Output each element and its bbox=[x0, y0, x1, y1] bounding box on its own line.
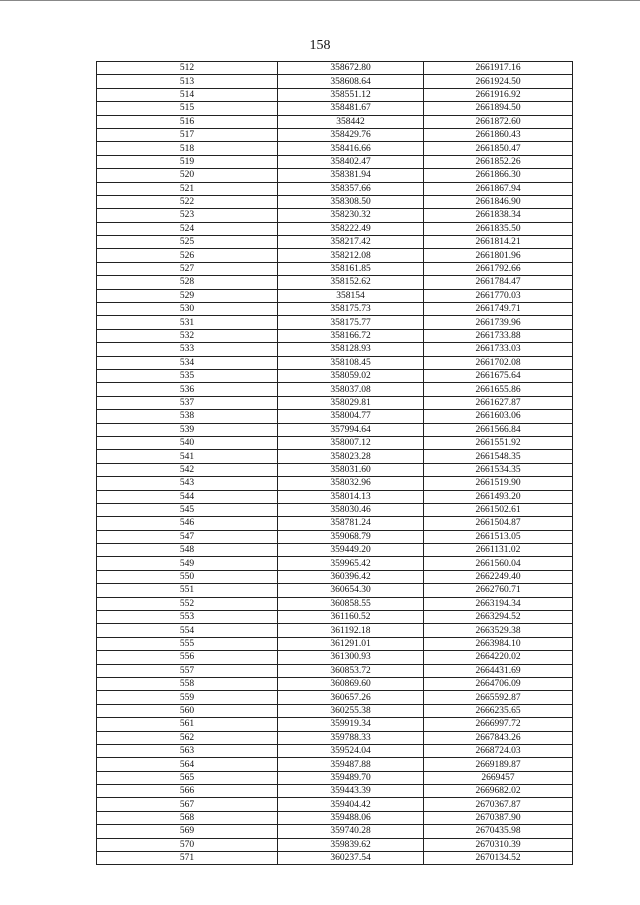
table-row bbox=[97, 758, 573, 771]
x-coordinate-cell: 359443.39 bbox=[278, 785, 424, 798]
table-row bbox=[97, 785, 573, 798]
y-coordinate-cell: 2661566.84 bbox=[424, 423, 573, 436]
y-coordinate-cell: 2661131.02 bbox=[424, 544, 573, 557]
y-coordinate-cell: 2661702.08 bbox=[424, 356, 573, 369]
y-coordinate-cell: 2664220.02 bbox=[424, 651, 573, 664]
y-coordinate-cell: 2661784.47 bbox=[424, 276, 573, 289]
point-number-cell: 547 bbox=[97, 530, 278, 543]
table-row bbox=[97, 544, 573, 557]
table-row bbox=[97, 303, 573, 316]
x-coordinate-cell: 361192.18 bbox=[278, 624, 424, 637]
y-coordinate-cell: 2661655.86 bbox=[424, 383, 573, 396]
table-row bbox=[97, 704, 573, 717]
y-coordinate-cell: 2663529.38 bbox=[424, 624, 573, 637]
table-row bbox=[97, 731, 573, 744]
point-number-cell: 546 bbox=[97, 517, 278, 530]
table-row bbox=[97, 611, 573, 624]
x-coordinate-cell: 358230.32 bbox=[278, 209, 424, 222]
y-coordinate-cell: 2667843.26 bbox=[424, 731, 573, 744]
point-number-cell: 553 bbox=[97, 611, 278, 624]
y-coordinate-cell: 2661733.03 bbox=[424, 343, 573, 356]
y-coordinate-cell: 2670435.98 bbox=[424, 825, 573, 838]
table-row bbox=[97, 209, 573, 222]
y-coordinate-cell: 2661846.90 bbox=[424, 195, 573, 208]
y-coordinate-cell: 2661603.06 bbox=[424, 410, 573, 423]
table-row bbox=[97, 771, 573, 784]
y-coordinate-cell: 2662249.40 bbox=[424, 570, 573, 583]
y-coordinate-cell: 2666997.72 bbox=[424, 718, 573, 731]
table-row bbox=[97, 222, 573, 235]
point-number-cell: 567 bbox=[97, 798, 278, 811]
x-coordinate-cell: 358029.81 bbox=[278, 396, 424, 409]
point-number-cell: 522 bbox=[97, 195, 278, 208]
x-coordinate-cell: 360654.30 bbox=[278, 584, 424, 597]
point-number-cell: 537 bbox=[97, 396, 278, 409]
table-row bbox=[97, 62, 573, 75]
x-coordinate-cell: 360657.26 bbox=[278, 691, 424, 704]
y-coordinate-cell: 2663194.34 bbox=[424, 597, 573, 610]
point-number-cell: 526 bbox=[97, 249, 278, 262]
y-coordinate-cell: 2661792.66 bbox=[424, 262, 573, 275]
point-number-cell: 531 bbox=[97, 316, 278, 329]
table-row bbox=[97, 624, 573, 637]
point-number-cell: 534 bbox=[97, 356, 278, 369]
x-coordinate-cell: 360869.60 bbox=[278, 677, 424, 690]
table-row bbox=[97, 664, 573, 677]
y-coordinate-cell: 2661739.96 bbox=[424, 316, 573, 329]
x-coordinate-cell: 358608.64 bbox=[278, 75, 424, 88]
x-coordinate-cell: 361160.52 bbox=[278, 611, 424, 624]
y-coordinate-cell: 2661860.43 bbox=[424, 128, 573, 141]
x-coordinate-cell: 360853.72 bbox=[278, 664, 424, 677]
x-coordinate-cell: 358031.60 bbox=[278, 463, 424, 476]
y-coordinate-cell: 2661924.50 bbox=[424, 75, 573, 88]
point-number-cell: 556 bbox=[97, 651, 278, 664]
point-number-cell: 562 bbox=[97, 731, 278, 744]
x-coordinate-cell: 358108.45 bbox=[278, 356, 424, 369]
x-coordinate-cell: 358037.08 bbox=[278, 383, 424, 396]
point-number-cell: 561 bbox=[97, 718, 278, 731]
y-coordinate-cell: 2661502.61 bbox=[424, 503, 573, 516]
x-coordinate-cell: 358442 bbox=[278, 115, 424, 128]
point-number-cell: 571 bbox=[97, 852, 278, 865]
table-row bbox=[97, 744, 573, 757]
table-row bbox=[97, 396, 573, 409]
y-coordinate-cell: 2661852.26 bbox=[424, 155, 573, 168]
x-coordinate-cell: 358308.50 bbox=[278, 195, 424, 208]
y-coordinate-cell: 2661627.87 bbox=[424, 396, 573, 409]
y-coordinate-cell: 2670367.87 bbox=[424, 798, 573, 811]
point-number-cell: 549 bbox=[97, 557, 278, 570]
point-number-cell: 541 bbox=[97, 450, 278, 463]
point-number-cell: 521 bbox=[97, 182, 278, 195]
table-row bbox=[97, 691, 573, 704]
point-number-cell: 551 bbox=[97, 584, 278, 597]
top-border-rule bbox=[0, 0, 640, 4]
x-coordinate-cell: 358166.72 bbox=[278, 329, 424, 342]
point-number-cell: 515 bbox=[97, 102, 278, 115]
table-row bbox=[97, 356, 573, 369]
table-row bbox=[97, 477, 573, 490]
table-row bbox=[97, 450, 573, 463]
table-row bbox=[97, 811, 573, 824]
y-coordinate-cell: 2661850.47 bbox=[424, 142, 573, 155]
point-number-cell: 514 bbox=[97, 88, 278, 101]
point-number-cell: 517 bbox=[97, 128, 278, 141]
x-coordinate-cell: 358059.02 bbox=[278, 369, 424, 382]
x-coordinate-cell: 358154 bbox=[278, 289, 424, 302]
x-coordinate-cell: 360396.42 bbox=[278, 570, 424, 583]
x-coordinate-cell: 359487.88 bbox=[278, 758, 424, 771]
y-coordinate-cell: 2669457 bbox=[424, 771, 573, 784]
point-number-cell: 516 bbox=[97, 115, 278, 128]
x-coordinate-cell: 359449.20 bbox=[278, 544, 424, 557]
x-coordinate-cell: 358152.62 bbox=[278, 276, 424, 289]
point-number-cell: 529 bbox=[97, 289, 278, 302]
y-coordinate-cell: 2661548.35 bbox=[424, 450, 573, 463]
x-coordinate-cell: 357994.64 bbox=[278, 423, 424, 436]
point-number-cell: 518 bbox=[97, 142, 278, 155]
x-coordinate-cell: 360858.55 bbox=[278, 597, 424, 610]
point-number-cell: 558 bbox=[97, 677, 278, 690]
table-row bbox=[97, 651, 573, 664]
x-coordinate-cell: 358030.46 bbox=[278, 503, 424, 516]
table-row bbox=[97, 517, 573, 530]
x-coordinate-cell: 358402.47 bbox=[278, 155, 424, 168]
x-coordinate-cell: 359839.62 bbox=[278, 838, 424, 851]
point-number-cell: 560 bbox=[97, 704, 278, 717]
point-number-cell: 563 bbox=[97, 744, 278, 757]
table-row bbox=[97, 436, 573, 449]
point-number-cell: 538 bbox=[97, 410, 278, 423]
point-number-cell: 544 bbox=[97, 490, 278, 503]
table-row bbox=[97, 584, 573, 597]
y-coordinate-cell: 2661733.88 bbox=[424, 329, 573, 342]
x-coordinate-cell: 358014.13 bbox=[278, 490, 424, 503]
x-coordinate-cell: 358781.24 bbox=[278, 517, 424, 530]
y-coordinate-cell: 2661867.94 bbox=[424, 182, 573, 195]
y-coordinate-cell: 2663984.10 bbox=[424, 637, 573, 650]
point-number-cell: 545 bbox=[97, 503, 278, 516]
y-coordinate-cell: 2663294.52 bbox=[424, 611, 573, 624]
table-row bbox=[97, 410, 573, 423]
point-number-cell: 552 bbox=[97, 597, 278, 610]
table-row bbox=[97, 236, 573, 249]
y-coordinate-cell: 2664431.69 bbox=[424, 664, 573, 677]
point-number-cell: 513 bbox=[97, 75, 278, 88]
x-coordinate-cell: 358007.12 bbox=[278, 436, 424, 449]
y-coordinate-cell: 2661872.60 bbox=[424, 115, 573, 128]
point-number-cell: 524 bbox=[97, 222, 278, 235]
x-coordinate-cell: 358381.94 bbox=[278, 169, 424, 182]
point-number-cell: 566 bbox=[97, 785, 278, 798]
table-row bbox=[97, 597, 573, 610]
point-number-cell: 540 bbox=[97, 436, 278, 449]
point-number-cell: 569 bbox=[97, 825, 278, 838]
x-coordinate-cell: 359068.79 bbox=[278, 530, 424, 543]
point-number-cell: 555 bbox=[97, 637, 278, 650]
y-coordinate-cell: 2670310.39 bbox=[424, 838, 573, 851]
x-coordinate-cell: 359488.06 bbox=[278, 811, 424, 824]
point-number-cell: 536 bbox=[97, 383, 278, 396]
x-coordinate-cell: 358217.42 bbox=[278, 236, 424, 249]
point-number-cell: 523 bbox=[97, 209, 278, 222]
y-coordinate-cell: 2670387.90 bbox=[424, 811, 573, 824]
page-number: 158 bbox=[309, 38, 331, 53]
x-coordinate-cell: 358175.77 bbox=[278, 316, 424, 329]
x-coordinate-cell: 359788.33 bbox=[278, 731, 424, 744]
y-coordinate-cell: 2664706.09 bbox=[424, 677, 573, 690]
x-coordinate-cell: 358023.28 bbox=[278, 450, 424, 463]
x-coordinate-cell: 359404.42 bbox=[278, 798, 424, 811]
x-coordinate-cell: 358429.76 bbox=[278, 128, 424, 141]
x-coordinate-cell: 358551.12 bbox=[278, 88, 424, 101]
x-coordinate-cell: 359524.04 bbox=[278, 744, 424, 757]
x-coordinate-cell: 361291.01 bbox=[278, 637, 424, 650]
point-number-cell: 528 bbox=[97, 276, 278, 289]
point-number-cell: 525 bbox=[97, 236, 278, 249]
table-row bbox=[97, 262, 573, 275]
y-coordinate-cell: 2669682.02 bbox=[424, 785, 573, 798]
table-row bbox=[97, 677, 573, 690]
table-row bbox=[97, 182, 573, 195]
y-coordinate-cell: 2661838.34 bbox=[424, 209, 573, 222]
y-coordinate-cell: 2670134.52 bbox=[424, 852, 573, 865]
x-coordinate-cell: 359489.70 bbox=[278, 771, 424, 784]
table-row bbox=[97, 329, 573, 342]
y-coordinate-cell: 2661749.71 bbox=[424, 303, 573, 316]
point-number-cell: 520 bbox=[97, 169, 278, 182]
table-row bbox=[97, 557, 573, 570]
table-row bbox=[97, 383, 573, 396]
y-coordinate-cell: 2668724.03 bbox=[424, 744, 573, 757]
point-number-cell: 539 bbox=[97, 423, 278, 436]
y-coordinate-cell: 2661814.21 bbox=[424, 236, 573, 249]
point-number-cell: 530 bbox=[97, 303, 278, 316]
table-row bbox=[97, 798, 573, 811]
coordinates-table bbox=[96, 61, 573, 865]
table-row bbox=[97, 463, 573, 476]
y-coordinate-cell: 2661894.50 bbox=[424, 102, 573, 115]
point-number-cell: 565 bbox=[97, 771, 278, 784]
point-number-cell: 512 bbox=[97, 62, 278, 75]
table-row bbox=[97, 838, 573, 851]
table-row bbox=[97, 490, 573, 503]
y-coordinate-cell: 2661519.90 bbox=[424, 477, 573, 490]
point-number-cell: 533 bbox=[97, 343, 278, 356]
point-number-cell: 550 bbox=[97, 570, 278, 583]
x-coordinate-cell: 358222.49 bbox=[278, 222, 424, 235]
y-coordinate-cell: 2665592.87 bbox=[424, 691, 573, 704]
table-row bbox=[97, 276, 573, 289]
point-number-cell: 557 bbox=[97, 664, 278, 677]
point-number-cell: 568 bbox=[97, 811, 278, 824]
x-coordinate-cell: 358416.66 bbox=[278, 142, 424, 155]
y-coordinate-cell: 2661866.30 bbox=[424, 169, 573, 182]
table-row bbox=[97, 289, 573, 302]
x-coordinate-cell: 358175.73 bbox=[278, 303, 424, 316]
x-coordinate-cell: 358357.66 bbox=[278, 182, 424, 195]
y-coordinate-cell: 2661675.64 bbox=[424, 369, 573, 382]
x-coordinate-cell: 358481.67 bbox=[278, 102, 424, 115]
point-number-cell: 554 bbox=[97, 624, 278, 637]
x-coordinate-cell: 359919.34 bbox=[278, 718, 424, 731]
table-row bbox=[97, 503, 573, 516]
y-coordinate-cell: 2661801.96 bbox=[424, 249, 573, 262]
table-row bbox=[97, 128, 573, 141]
y-coordinate-cell: 2661917.16 bbox=[424, 62, 573, 75]
table-row bbox=[97, 195, 573, 208]
x-coordinate-cell: 360255.38 bbox=[278, 704, 424, 717]
table-row bbox=[97, 369, 573, 382]
y-coordinate-cell: 2661770.03 bbox=[424, 289, 573, 302]
y-coordinate-cell: 2666235.65 bbox=[424, 704, 573, 717]
table-row bbox=[97, 142, 573, 155]
table-row bbox=[97, 155, 573, 168]
point-number-cell: 548 bbox=[97, 544, 278, 557]
y-coordinate-cell: 2661513.05 bbox=[424, 530, 573, 543]
coordinates-table-body bbox=[97, 62, 573, 865]
x-coordinate-cell: 361300.93 bbox=[278, 651, 424, 664]
x-coordinate-cell: 360237.54 bbox=[278, 852, 424, 865]
table-row bbox=[97, 115, 573, 128]
table-row bbox=[97, 852, 573, 865]
point-number-cell: 542 bbox=[97, 463, 278, 476]
point-number-cell: 543 bbox=[97, 477, 278, 490]
x-coordinate-cell: 358161.85 bbox=[278, 262, 424, 275]
x-coordinate-cell: 358032.96 bbox=[278, 477, 424, 490]
x-coordinate-cell: 358212.08 bbox=[278, 249, 424, 262]
point-number-cell: 519 bbox=[97, 155, 278, 168]
point-number-cell: 564 bbox=[97, 758, 278, 771]
table-row bbox=[97, 637, 573, 650]
y-coordinate-cell: 2662760.71 bbox=[424, 584, 573, 597]
table-row bbox=[97, 570, 573, 583]
table-row bbox=[97, 88, 573, 101]
table-row bbox=[97, 343, 573, 356]
y-coordinate-cell: 2661504.87 bbox=[424, 517, 573, 530]
x-coordinate-cell: 358672.80 bbox=[278, 62, 424, 75]
table-row bbox=[97, 169, 573, 182]
point-number-cell: 532 bbox=[97, 329, 278, 342]
table-row bbox=[97, 530, 573, 543]
table-row bbox=[97, 249, 573, 262]
x-coordinate-cell: 358004.77 bbox=[278, 410, 424, 423]
table-row bbox=[97, 825, 573, 838]
y-coordinate-cell: 2661493.20 bbox=[424, 490, 573, 503]
x-coordinate-cell: 358128.93 bbox=[278, 343, 424, 356]
table-row bbox=[97, 718, 573, 731]
point-number-cell: 527 bbox=[97, 262, 278, 275]
x-coordinate-cell: 359965.42 bbox=[278, 557, 424, 570]
y-coordinate-cell: 2661560.04 bbox=[424, 557, 573, 570]
table-row bbox=[97, 102, 573, 115]
x-coordinate-cell: 359740.28 bbox=[278, 825, 424, 838]
point-number-cell: 559 bbox=[97, 691, 278, 704]
y-coordinate-cell: 2661835.50 bbox=[424, 222, 573, 235]
point-number-cell: 570 bbox=[97, 838, 278, 851]
y-coordinate-cell: 2661916.92 bbox=[424, 88, 573, 101]
y-coordinate-cell: 2661551.92 bbox=[424, 436, 573, 449]
y-coordinate-cell: 2661534.35 bbox=[424, 463, 573, 476]
point-number-cell: 535 bbox=[97, 369, 278, 382]
table-row bbox=[97, 75, 573, 88]
table-row bbox=[97, 316, 573, 329]
table-row bbox=[97, 423, 573, 436]
y-coordinate-cell: 2669189.87 bbox=[424, 758, 573, 771]
